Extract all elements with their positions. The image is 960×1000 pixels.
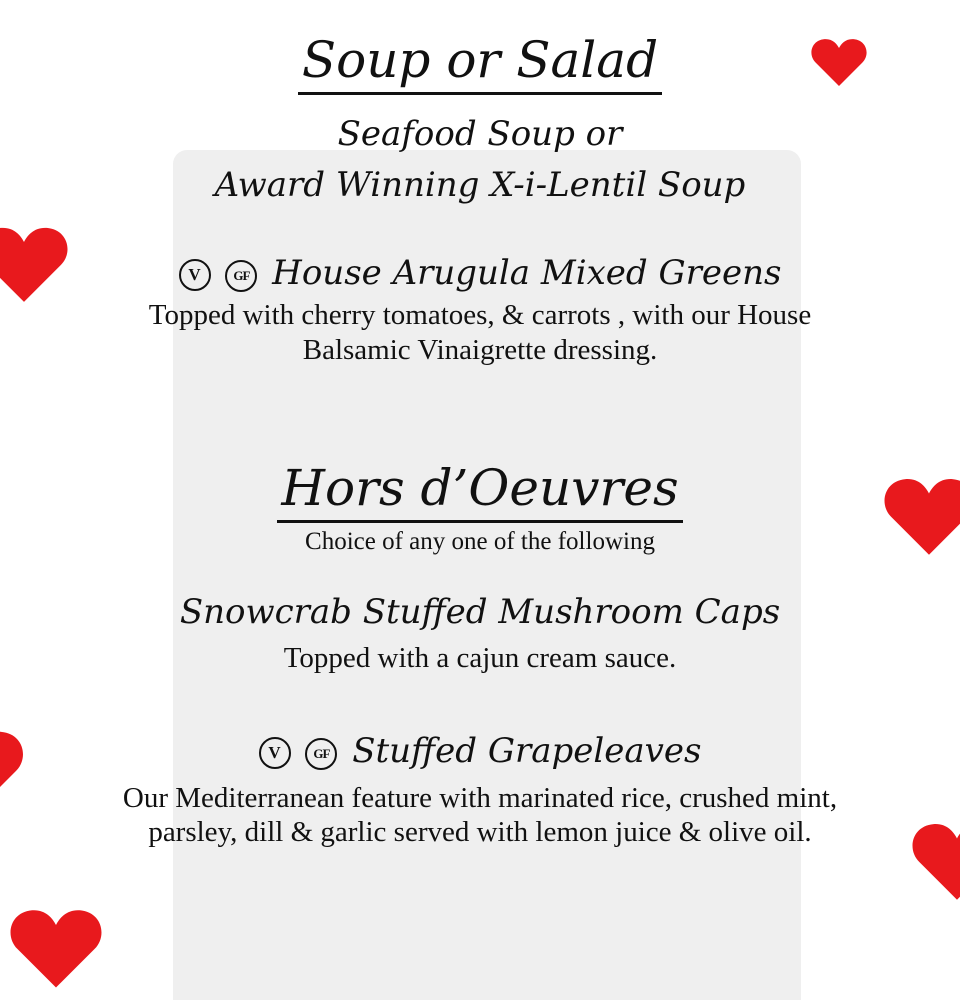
section-heading-soup-salad (0, 30, 960, 95)
salad-title: House Arugula Mixed Greens (272, 253, 782, 293)
grapeleaves-title-row (0, 731, 960, 771)
mushroom-description: Topped with a cajun cream sauce. (283, 642, 677, 674)
salad-description: Balsamic Vinaigrette dressing. (302, 334, 658, 366)
salad-title-row (0, 253, 960, 293)
mushroom-title: Snowcrab Stuffed Mushroom Caps (179, 592, 781, 632)
gluten-free-badge: GF (225, 260, 257, 292)
gluten-free-badge: GF (305, 738, 337, 770)
grapeleaves-title: Stuffed Grapeleaves (352, 731, 702, 771)
section-heading-hors-doeuvres (0, 458, 960, 523)
grapeleaves-description: parsley, dill & garlic served with lemon juice & olive oil. (148, 816, 812, 848)
soup-option-line: Award Winning X-i-Lentil Soup (214, 165, 746, 205)
salad-description: Topped with cherry tomatoes, & carrots , with our House (148, 299, 812, 331)
soup-option-line: Seafood Soup or (337, 114, 623, 154)
section-subtitle: Choice of any one of the following (305, 528, 655, 555)
vegetarian-badge: V (179, 259, 211, 291)
heading-text: Soup or Salad (298, 30, 662, 95)
grapeleaves-description: Our Mediterranean feature with marinated rice, crushed mint, (122, 782, 838, 814)
heading-text: Hors d’Oeuvres (277, 458, 682, 523)
vegetarian-badge: V (259, 737, 291, 769)
